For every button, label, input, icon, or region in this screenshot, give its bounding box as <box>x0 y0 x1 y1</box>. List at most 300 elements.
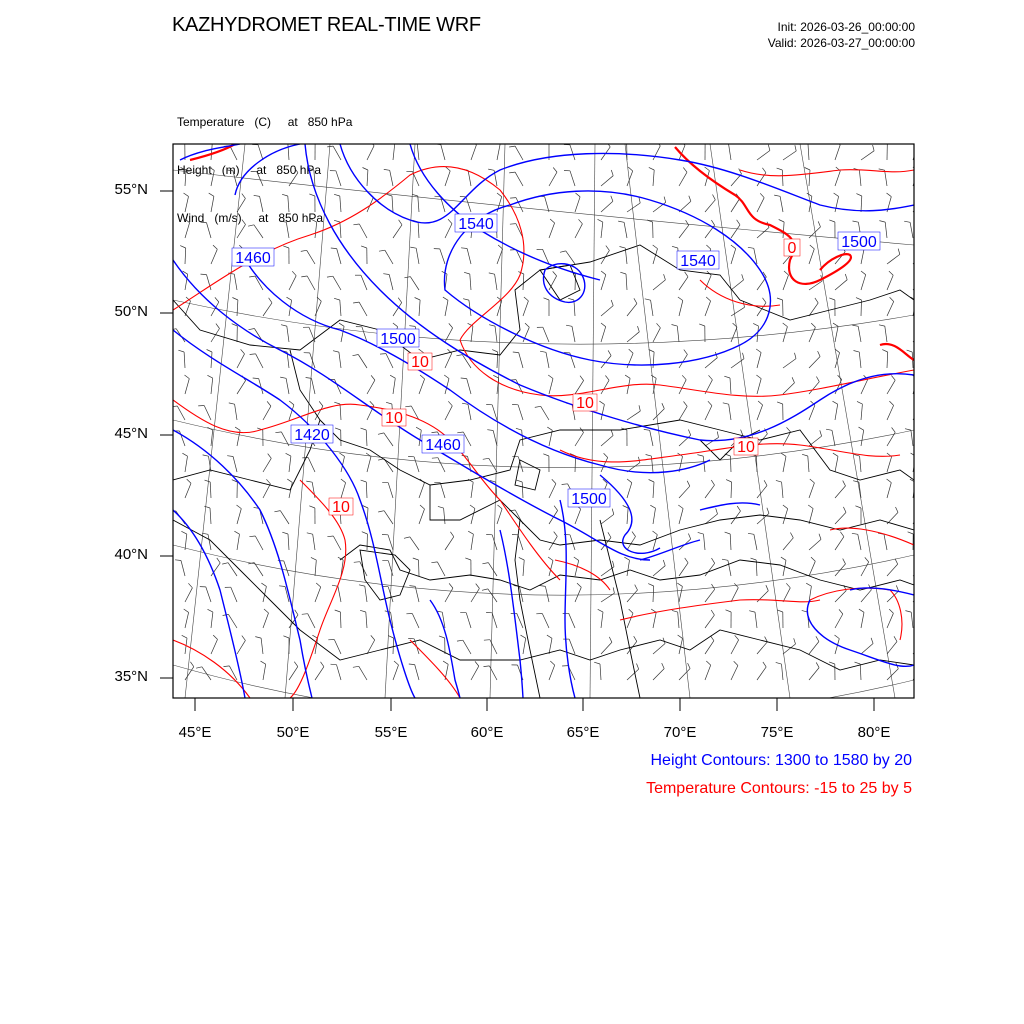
wind-barb-flag <box>628 167 633 171</box>
wind-barb <box>522 430 523 446</box>
wind-barb-flag <box>321 662 324 667</box>
wind-barb <box>653 508 656 524</box>
wind-barb-flag <box>513 352 519 353</box>
wind-barb-flag <box>741 430 743 436</box>
wind-barb-flag <box>843 481 846 486</box>
wind-barb <box>783 359 796 368</box>
wind-barb <box>545 586 549 602</box>
wind-barb <box>809 382 819 394</box>
wind-barb-flag <box>280 377 286 378</box>
wind-barb-flag <box>363 168 368 171</box>
wind-barb-flag <box>378 511 384 512</box>
wind-barb <box>237 509 241 524</box>
wind-barb <box>679 301 683 317</box>
country-borders <box>173 245 914 698</box>
wind-barb-flag <box>446 167 451 171</box>
wind-barb <box>523 560 524 576</box>
wind-barb <box>314 170 315 186</box>
wind-barb-flag <box>611 430 613 436</box>
wind-barb-flag <box>699 324 705 326</box>
wind-barb-flag <box>266 479 270 484</box>
wind-barb-flag <box>201 222 207 223</box>
wind-barb <box>782 482 783 498</box>
wind-barb <box>913 567 926 576</box>
wind-barb-flag <box>204 506 210 508</box>
wind-barb-flag <box>420 375 425 379</box>
wind-barb <box>340 222 341 238</box>
wind-barb-flag <box>332 585 338 586</box>
wind-barb <box>679 586 682 602</box>
wind-barb <box>731 327 737 342</box>
wind-barb <box>861 404 862 420</box>
wind-barb-flag <box>224 666 230 667</box>
wind-barb-flag <box>649 167 654 170</box>
wind-barb-flag <box>283 636 289 638</box>
wind-barb-flag <box>237 505 242 509</box>
wind-barb-flag <box>498 505 503 509</box>
wind-barb <box>289 456 291 472</box>
wind-barb-flag <box>264 609 269 613</box>
wind-barb-flag <box>855 662 861 664</box>
wind-barb <box>497 197 502 212</box>
wind-barb-flag <box>805 168 810 171</box>
wind-barb-flag <box>341 479 346 483</box>
wind-barb-flag <box>554 532 558 537</box>
wind-barb-flag <box>482 589 488 590</box>
wind-barb-flag <box>807 193 812 196</box>
wind-barb-flag <box>790 533 793 538</box>
wind-barb <box>887 457 892 472</box>
wind-barb-flag <box>577 583 581 587</box>
wind-barb <box>627 508 628 524</box>
wind-barb <box>757 405 763 420</box>
wind-barb <box>569 639 575 654</box>
wind-barb-flag <box>865 557 869 562</box>
wind-barb <box>389 275 393 291</box>
wind-barb-flag <box>339 323 344 326</box>
wind-barb <box>730 456 731 472</box>
wind-barb <box>601 275 606 290</box>
wind-barb <box>445 588 453 602</box>
wind-barb-flag <box>620 272 626 274</box>
wind-barb-flag <box>611 196 613 202</box>
wind-barb-flag <box>182 453 187 456</box>
lon-label: 50°E <box>276 724 310 741</box>
wind-barb-flag <box>361 428 367 430</box>
wind-barb-flag <box>856 194 861 196</box>
wind-barb-flag <box>201 274 207 275</box>
wind-barb <box>835 456 838 472</box>
wind-barb <box>211 639 218 654</box>
wind-barb-flag <box>598 609 603 612</box>
wind-barb-flag <box>743 353 745 359</box>
wind-barb-flag <box>249 329 255 330</box>
wind-barb <box>493 431 497 447</box>
wind-barb-flag <box>222 563 228 564</box>
wind-barb-flag <box>554 506 558 511</box>
wind-barb-flag <box>334 220 340 222</box>
lon-label: 65°E <box>566 724 600 741</box>
wind-barb-flag <box>627 479 632 483</box>
wind-barb <box>783 151 796 160</box>
wind-barb-flag <box>282 532 288 534</box>
wind-barb <box>263 484 270 498</box>
wind-barb <box>728 560 731 576</box>
wind-barb-flag <box>416 427 421 430</box>
wind-barb <box>339 352 341 368</box>
wind-barb-flag <box>706 297 710 301</box>
wind-barb-flag <box>859 427 864 430</box>
wind-barb-flag <box>390 375 395 378</box>
wind-barb-flag <box>227 456 233 457</box>
height-label: 1500 <box>380 331 416 348</box>
wind-barb <box>492 405 497 420</box>
wind-barb-flag <box>370 401 374 405</box>
wind-barb-flag <box>432 432 438 433</box>
wind-barb-flag <box>777 402 783 404</box>
wind-barb <box>887 254 900 264</box>
wind-barb <box>418 222 419 238</box>
wind-barb <box>601 404 604 420</box>
wind-barb <box>705 358 717 368</box>
temperature-label: 10 <box>737 439 755 456</box>
wind-barb <box>653 669 664 680</box>
wind-barb-flag <box>684 350 688 355</box>
wind-barb-flag <box>249 276 255 277</box>
wind-barb <box>887 669 898 680</box>
wind-barb <box>757 151 770 161</box>
wind-barb-flag <box>678 505 683 509</box>
wind-barb-flag <box>353 224 359 225</box>
wind-barb <box>601 222 603 238</box>
wind-barb-flag <box>638 326 640 332</box>
wind-barb <box>340 612 341 628</box>
wind-barb <box>627 483 632 498</box>
wind-barb-flag <box>920 246 923 251</box>
wind-barb <box>600 664 601 680</box>
wind-barb <box>679 225 689 238</box>
wind-barb <box>463 432 471 446</box>
wind-barb <box>546 352 549 368</box>
wind-barb-flag <box>760 193 764 197</box>
wind-barb-flag <box>550 661 554 665</box>
wind-barb <box>541 406 549 420</box>
wind-barb <box>626 274 627 290</box>
wind-barb-flag <box>648 584 654 586</box>
wind-barb <box>809 561 815 576</box>
wind-barb-flag <box>672 325 678 327</box>
wind-barb-flag <box>268 454 272 459</box>
wind-barb <box>808 144 809 160</box>
wind-barb-flag <box>818 221 820 227</box>
wind-barb-flag <box>829 298 835 300</box>
wind-barb-flag <box>748 533 754 534</box>
wind-barb-flag <box>795 353 797 359</box>
wind-barb <box>237 224 246 238</box>
wind-barb-flag <box>216 324 220 329</box>
wind-barb <box>575 560 579 576</box>
wind-barb <box>517 613 523 628</box>
wind-barb <box>730 534 731 550</box>
wind-barb-flag <box>449 323 453 328</box>
wind-barb-flag <box>540 586 546 587</box>
wind-barb-flag <box>896 585 898 591</box>
wind-barb-flag <box>819 534 821 540</box>
wind-barb-flag <box>281 325 287 326</box>
wind-barb-flag <box>579 219 583 224</box>
wind-barb <box>731 640 739 654</box>
wind-barb <box>575 381 584 395</box>
wind-barb <box>385 250 393 264</box>
wind-barb <box>861 430 864 446</box>
wind-barb-flag <box>178 350 184 352</box>
temperature-contour-legend: Temperature Contours: -15 to 25 by 5 <box>646 780 912 797</box>
lon-label: 55°E <box>374 724 408 741</box>
wind-barb <box>859 170 861 186</box>
wind-barb-flag <box>449 583 453 588</box>
wind-barb-flag <box>311 557 316 560</box>
wind-barb-flag <box>255 637 261 639</box>
wind-barb <box>237 640 245 654</box>
wind-barb <box>340 404 341 420</box>
wind-barb-flag <box>393 323 398 327</box>
wind-barb <box>782 170 783 186</box>
wind-barb <box>384 433 393 446</box>
wind-barb-flag <box>624 557 629 560</box>
wind-barb <box>211 378 213 394</box>
wind-barb-flag <box>767 508 769 514</box>
wind-barb-flag <box>371 635 375 640</box>
wind-barb-flag <box>816 662 819 667</box>
wind-barb-flag <box>431 562 437 563</box>
wind-barb-flag <box>606 246 610 251</box>
wind-barb-flag <box>672 246 678 248</box>
wind-barb <box>206 587 211 602</box>
wind-barb-flag <box>777 168 783 170</box>
wind-barb-flag <box>380 354 386 355</box>
wind-barb-flag <box>612 509 614 515</box>
wind-barb-flag <box>205 480 211 482</box>
wind-barb <box>211 612 213 628</box>
wind-barb <box>263 406 271 420</box>
wind-barb <box>653 328 660 342</box>
wind-barb-flag <box>242 194 246 199</box>
wind-barb-flag <box>184 609 189 612</box>
wind-barb-flag <box>388 636 394 638</box>
wind-barb <box>289 667 298 680</box>
wind-barb-flag <box>687 481 690 486</box>
wind-barb-flag <box>232 298 238 301</box>
wind-barb-flag <box>601 271 606 275</box>
height-label: 1460 <box>425 437 461 454</box>
wind-barb-flag <box>444 375 449 379</box>
wind-barb-flag <box>685 558 688 563</box>
wind-barb <box>835 591 846 602</box>
wind-barb <box>257 171 263 186</box>
wind-barb <box>211 196 214 212</box>
wind-barb-flag <box>562 484 568 485</box>
wind-barb <box>575 433 584 447</box>
wind-barb-flag <box>574 557 579 560</box>
wind-barb-flag <box>843 559 846 564</box>
wind-barb-flag <box>359 585 365 586</box>
wind-barb <box>337 249 341 264</box>
wind-barb <box>569 613 575 628</box>
wind-barb-flag <box>917 401 921 406</box>
wind-barb-flag <box>254 195 260 196</box>
wind-barb <box>783 509 788 524</box>
wind-barb-flag <box>448 401 452 406</box>
wind-barb <box>601 306 613 316</box>
wind-barb <box>885 170 887 186</box>
wind-barb-flag <box>688 430 690 436</box>
wind-barb-flag <box>857 401 862 404</box>
wind-barb-flag <box>409 664 415 665</box>
wind-barb-flag <box>410 247 416 248</box>
wind-barb-flag <box>242 636 246 641</box>
wind-barb-flag <box>568 298 574 300</box>
wind-barb-flag <box>207 427 212 430</box>
wind-barb <box>471 666 479 680</box>
wind-barb <box>445 171 450 186</box>
wind-barb <box>207 223 212 238</box>
wind-barb <box>341 326 344 342</box>
wind-barb <box>627 411 640 420</box>
wind-barb-flag <box>207 350 212 353</box>
wind-barb-flag <box>735 635 739 640</box>
wind-barb-flag <box>209 167 214 170</box>
wind-barb <box>731 482 732 498</box>
wind-barb-flag <box>629 349 633 353</box>
wind-barb <box>653 586 654 602</box>
wind-barb-flag <box>672 610 678 612</box>
wind-barb-flag <box>331 248 337 249</box>
wind-barb <box>312 378 316 394</box>
wind-barb <box>861 562 869 576</box>
wind-barb <box>280 511 289 524</box>
wind-barb-flag <box>879 325 885 326</box>
wind-barb-flag <box>756 349 761 353</box>
wind-barb-flag <box>552 479 556 483</box>
wind-barb <box>210 482 211 498</box>
wind-barb-flag <box>725 532 731 534</box>
wind-barb-flag <box>566 325 572 326</box>
wind-barb <box>627 613 633 628</box>
wind-barb-flag <box>833 323 838 326</box>
wind-barb-flag <box>896 507 899 512</box>
wind-barb-flag <box>682 375 686 379</box>
wind-barb <box>211 352 212 368</box>
wind-barb <box>783 456 786 472</box>
wind-barb <box>809 249 814 264</box>
wind-barb <box>653 170 654 186</box>
lon-label: 80°E <box>857 724 891 741</box>
wind-barb <box>627 304 637 317</box>
wind-barb-flag <box>613 587 614 593</box>
wind-barb-flag <box>892 428 896 433</box>
wind-barb-flag <box>309 194 315 196</box>
wind-barb <box>419 379 425 394</box>
wind-barb <box>234 274 237 290</box>
wind-barb <box>333 276 341 290</box>
wind-barb-flag <box>208 609 213 612</box>
wind-barb <box>419 560 420 576</box>
temperature-label: 10 <box>411 354 429 371</box>
wind-barb <box>679 486 690 498</box>
wind-barb-flag <box>634 298 637 303</box>
wind-barb <box>542 614 549 629</box>
wind-barb <box>388 535 393 550</box>
lon-label: 60°E <box>470 724 504 741</box>
wind-barb <box>489 458 497 472</box>
wind-barb-flag <box>620 247 626 249</box>
wind-barb <box>367 457 371 473</box>
wind-barb-flag <box>815 298 818 303</box>
wind-barb <box>549 379 553 395</box>
wind-barb <box>367 146 374 160</box>
wind-barb <box>361 275 367 290</box>
wind-barb <box>204 406 211 421</box>
wind-barb-flag <box>919 194 922 199</box>
wind-barb-flag <box>470 505 475 509</box>
wind-barb <box>441 145 445 160</box>
wind-barb <box>653 352 654 368</box>
wind-barb-flag <box>649 480 654 483</box>
wind-barb <box>705 641 714 654</box>
wind-barb-flag <box>845 274 847 280</box>
wind-barb <box>228 563 237 576</box>
wind-barb-flag <box>547 427 552 430</box>
wind-barb <box>858 534 861 550</box>
wind-barb-flag <box>724 376 730 378</box>
wind-barb <box>256 354 263 368</box>
wind-barb <box>523 638 526 654</box>
wind-barb-flag <box>560 251 566 252</box>
wind-barb <box>412 614 419 629</box>
wind-barb <box>627 203 640 212</box>
wind-barb-flag <box>361 246 367 248</box>
wind-barb-flag <box>663 560 665 566</box>
wind-barb <box>809 357 820 369</box>
height-label: 1500 <box>841 234 877 251</box>
wind-barb-flag <box>492 350 498 352</box>
wind-barb <box>307 276 315 290</box>
wind-barb <box>549 638 552 654</box>
wind-barb-flag <box>879 169 885 170</box>
wind-barb-flag <box>404 277 410 278</box>
wind-barb <box>468 404 471 420</box>
wind-barb <box>549 665 555 680</box>
wind-barb <box>887 380 895 394</box>
wind-barb-flag <box>921 585 924 590</box>
wind-barb <box>861 380 868 395</box>
wind-barb <box>653 644 665 655</box>
map-frame <box>173 144 914 698</box>
wind-barb <box>470 274 471 290</box>
wind-barb-flag <box>384 169 390 170</box>
wind-barb-flag <box>713 195 716 200</box>
wind-barb <box>495 326 497 342</box>
wind-barb-flag <box>489 273 495 274</box>
wind-barb-flag <box>227 170 233 171</box>
wind-barb <box>523 301 528 316</box>
wind-barb <box>809 483 814 498</box>
wind-barb <box>859 352 861 368</box>
wind-barb-flag <box>250 354 256 355</box>
wind-barb <box>566 251 575 264</box>
wind-barb <box>438 458 445 472</box>
wind-barb <box>419 483 424 498</box>
